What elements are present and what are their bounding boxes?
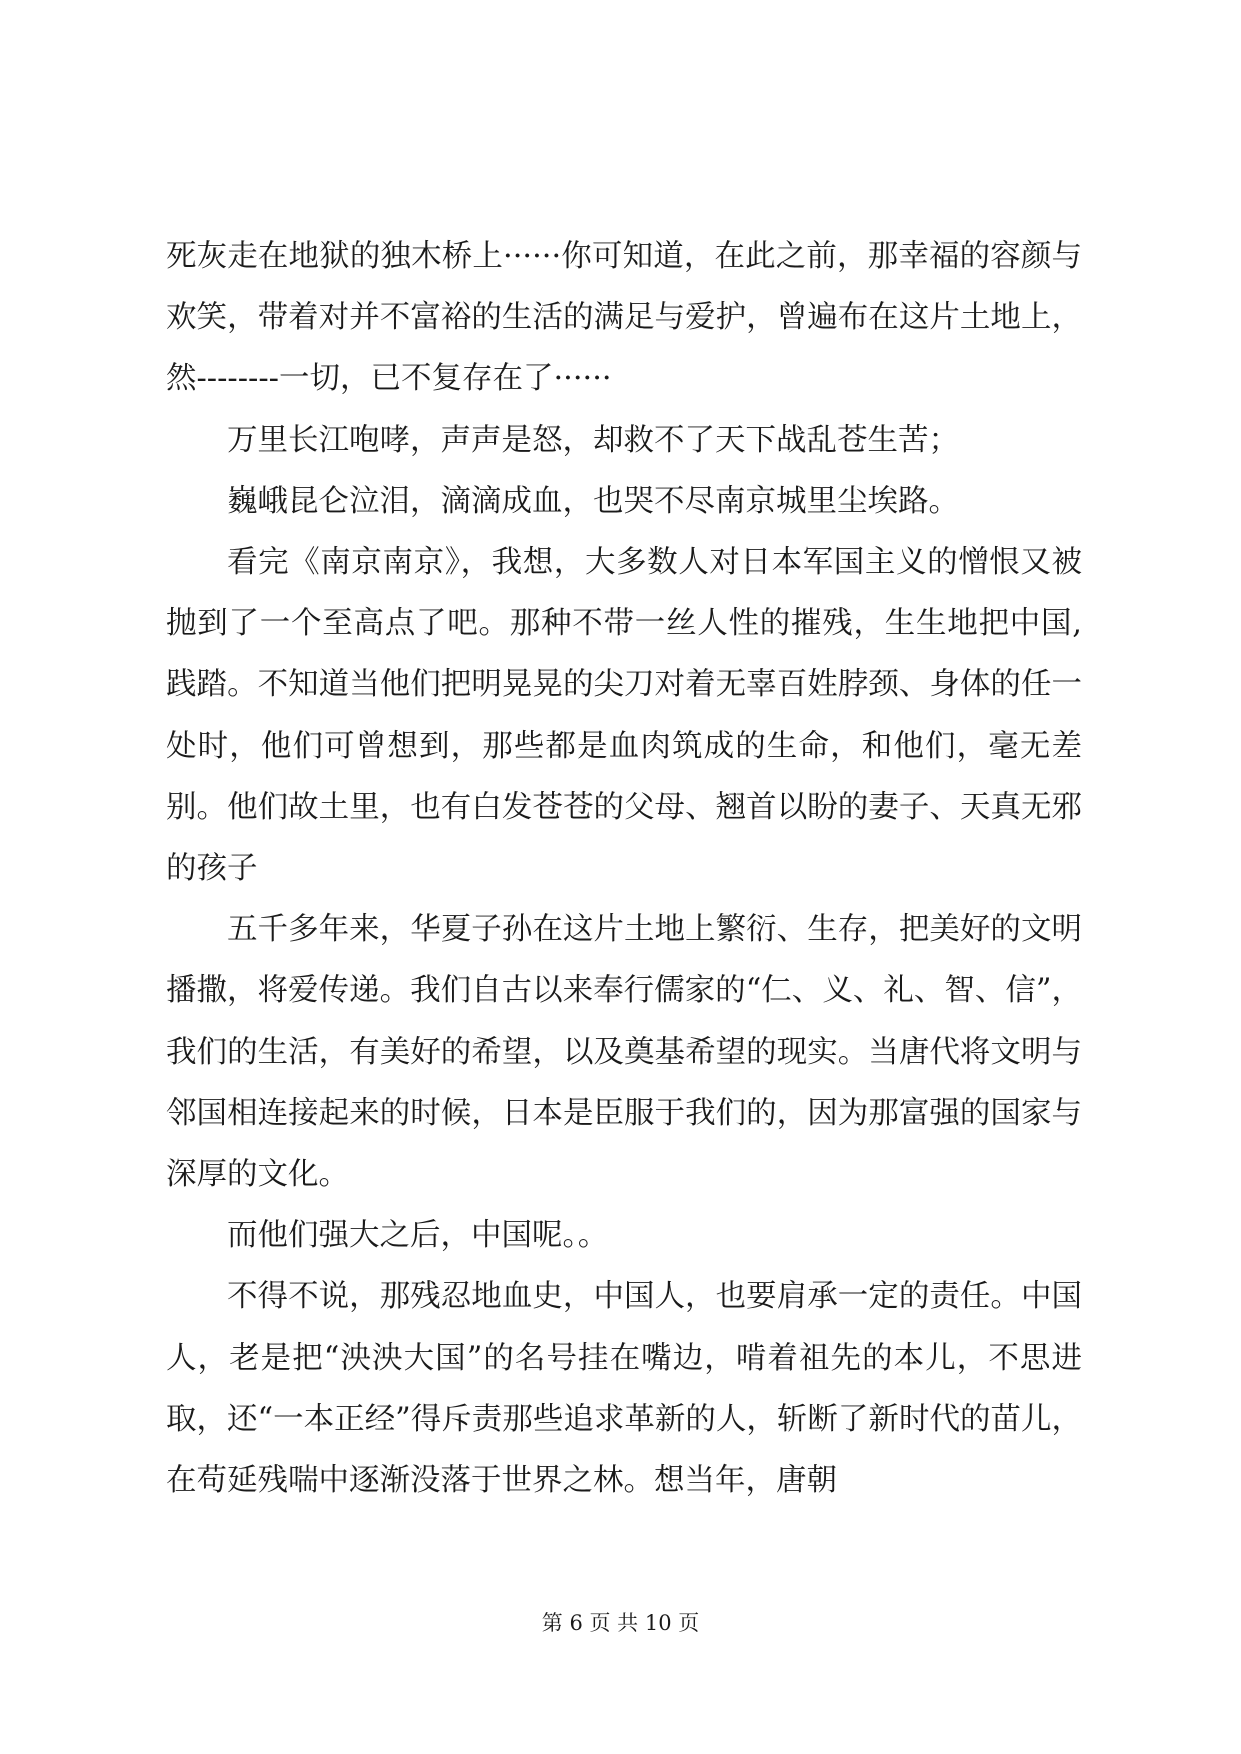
paragraph-6: 而他们强大之后，中国呢。。 — [227, 1218, 609, 1254]
page-footer — [0, 1607, 1241, 1637]
paragraph-2: 万里长江咆哮，声声是怒，却救不了天下战乱苍生苦； — [227, 422, 959, 458]
paragraph-4: 看完《南京南京》，我想，大多数人对日本军国主义的憎恨又被抛到了一个至高点了吧。那种不带一丝人性的摧残，生生地把中国,践踏。不知道当他们把明晃晃的尖刀对着无辜百姓脖颈、身体的任一处时，他们可曾想到，那些都是血肉筑成的生命，和他们，毫无差别。他们故土里，也有白发苍苍的父母、翘首以盼的妻子、天真无邪的孩子 — [166, 545, 1082, 887]
paragraph-7: 不得不说，那残忍地血史，中国人，也要肩承一定的责任。中国人，老是把“泱泱大国”的名号挂在嘴边，啃着祖先的本儿，不思进取，还“一本正经”得斥责那些追求革新的人，斩断了新时代的苗儿，在苟延残喘中逐渐没落于世界之林。想当年，唐朝 — [166, 1279, 1082, 1499]
page-number-label: 第 6 页 共 10 页 — [541, 1611, 700, 1635]
paragraph-5: 五千多年来，华夏子孙在这片土地上繁衍、生存，把美好的文明播撒，将爱传递。我们自古以来奉行儒家的“仁、义、礼、智、信”，我们的生活，有美好的希望，以及奠基希望的现实。当唐代将文明与邻国相连接起来的时候，日本是臣服于我们的，因为那富强的国家与深厚的文化。 — [166, 912, 1082, 1193]
paragraph-3: 巍峨昆仑泣泪，滴滴成血，也哭不尽南京城里尘埃路。 — [227, 483, 959, 519]
paragraph-1: 死灰走在地狱的独木桥上······你可知道，在此之前，那幸福的容颜与欢笑，带着对并不富裕的生活的满足与爱护，曾遍布在这片土地上，然--------一切，已不复存在了······ — [166, 239, 1082, 397]
body-text — [166, 226, 1082, 1511]
